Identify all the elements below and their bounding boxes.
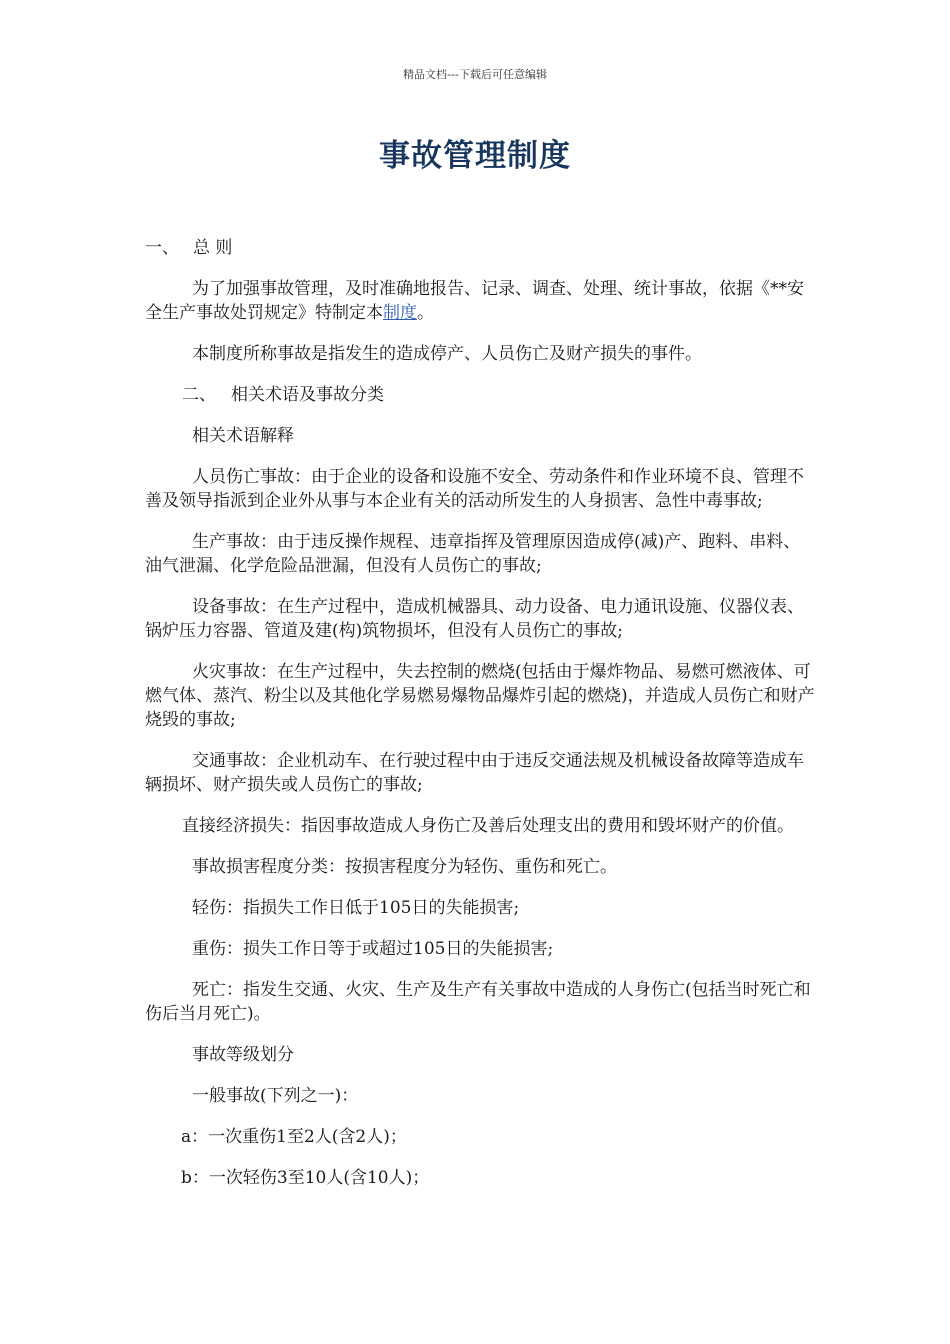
minor-injury-definition: 轻伤：指损失工作日低于105日的失能损害; [192, 898, 520, 918]
paragraph-definition: 本制度所称事故是指发生的造成停产、人员伤亡及财产损失的事件。 [192, 344, 702, 364]
list-item-b: b：一次轻伤3至10人(含10人)； [181, 1168, 430, 1188]
document-title: 事故管理制度 [379, 138, 571, 174]
header-note: 精品文档---下载后可任意编辑 [403, 68, 547, 81]
list-item-a: a：一次重伤1至2人(含2人)； [181, 1127, 407, 1147]
term-personal-injury: 人员伤亡事故：由于企业的设备和设施不安全、劳动条件和作业环境不良、管理不善及领导指派到企业外从事与本企业有关的活动所发生的人身损害、急性中毒事故; [145, 467, 804, 511]
section-title: 相关术语及事故分类 [231, 385, 384, 405]
severity-classification: 事故损害程度分类：按损害程度分为轻伤、重伤和死亡。 [192, 857, 617, 877]
section-heading-general [145, 236, 815, 260]
general-accident: 一般事故(下列之一)： [192, 1086, 359, 1106]
paragraph-purpose-text: 为了加强事故管理，及时准确地报告、记录、调查、处理、统计事故，依据《**安全生产事故处罚规定》特制定本 [145, 279, 804, 323]
section-number: 一、 [145, 238, 179, 258]
regulation-link[interactable]: 制度 [383, 303, 417, 323]
term-fire-accident: 火灾事故：在生产过程中，失去控制的燃烧(包括由于爆炸物品、易燃可燃液体、可燃气体、蒸汽、粉尘以及其他化学易燃易爆物品爆炸引起的燃烧)，并造成人员伤亡和财产烧毁的事故; [145, 662, 815, 730]
term-production-accident: 生产事故：由于违反操作规程、违章指挥及管理原因造成停(减)产、跑料、串料、油气泄漏、化学危险品泄漏，但没有人员伤亡的事故; [145, 532, 801, 576]
grade-heading: 事故等级划分 [192, 1045, 294, 1065]
term-direct-loss: 直接经济损失：指因事故造成人身伤亡及善后处理支出的费用和毁坏财产的价值。 [182, 816, 794, 836]
term-traffic-accident: 交通事故：企业机动车、在行驶过程中由于违反交通法规及机械设备故障等造成车辆损坏、财产损失或人员伤亡的事故; [145, 751, 804, 795]
paragraph-purpose-end: 。 [417, 303, 434, 323]
serious-injury-definition: 重伤：损失工作日等于或超过105日的失能损害; [192, 939, 554, 959]
document-body [145, 236, 815, 1207]
section-number: 二、 [182, 385, 216, 405]
section-heading-terms [145, 383, 815, 407]
paragraph-purpose [145, 277, 815, 325]
term-equipment-accident: 设备事故：在生产过程中，造成机械器具、动力设备、电力通讯设施、仪器仪表、锅炉压力容器、管道及建(构)筑物损坏，但没有人员伤亡的事故; [145, 597, 804, 641]
death-definition: 死亡：指发生交通、火灾、生产及生产有关事故中造成的人身伤亡(包括当时死亡和伤后当月死亡)。 [145, 980, 811, 1024]
terms-heading: 相关术语解释 [192, 426, 294, 446]
section-title: 总 则 [193, 238, 233, 258]
